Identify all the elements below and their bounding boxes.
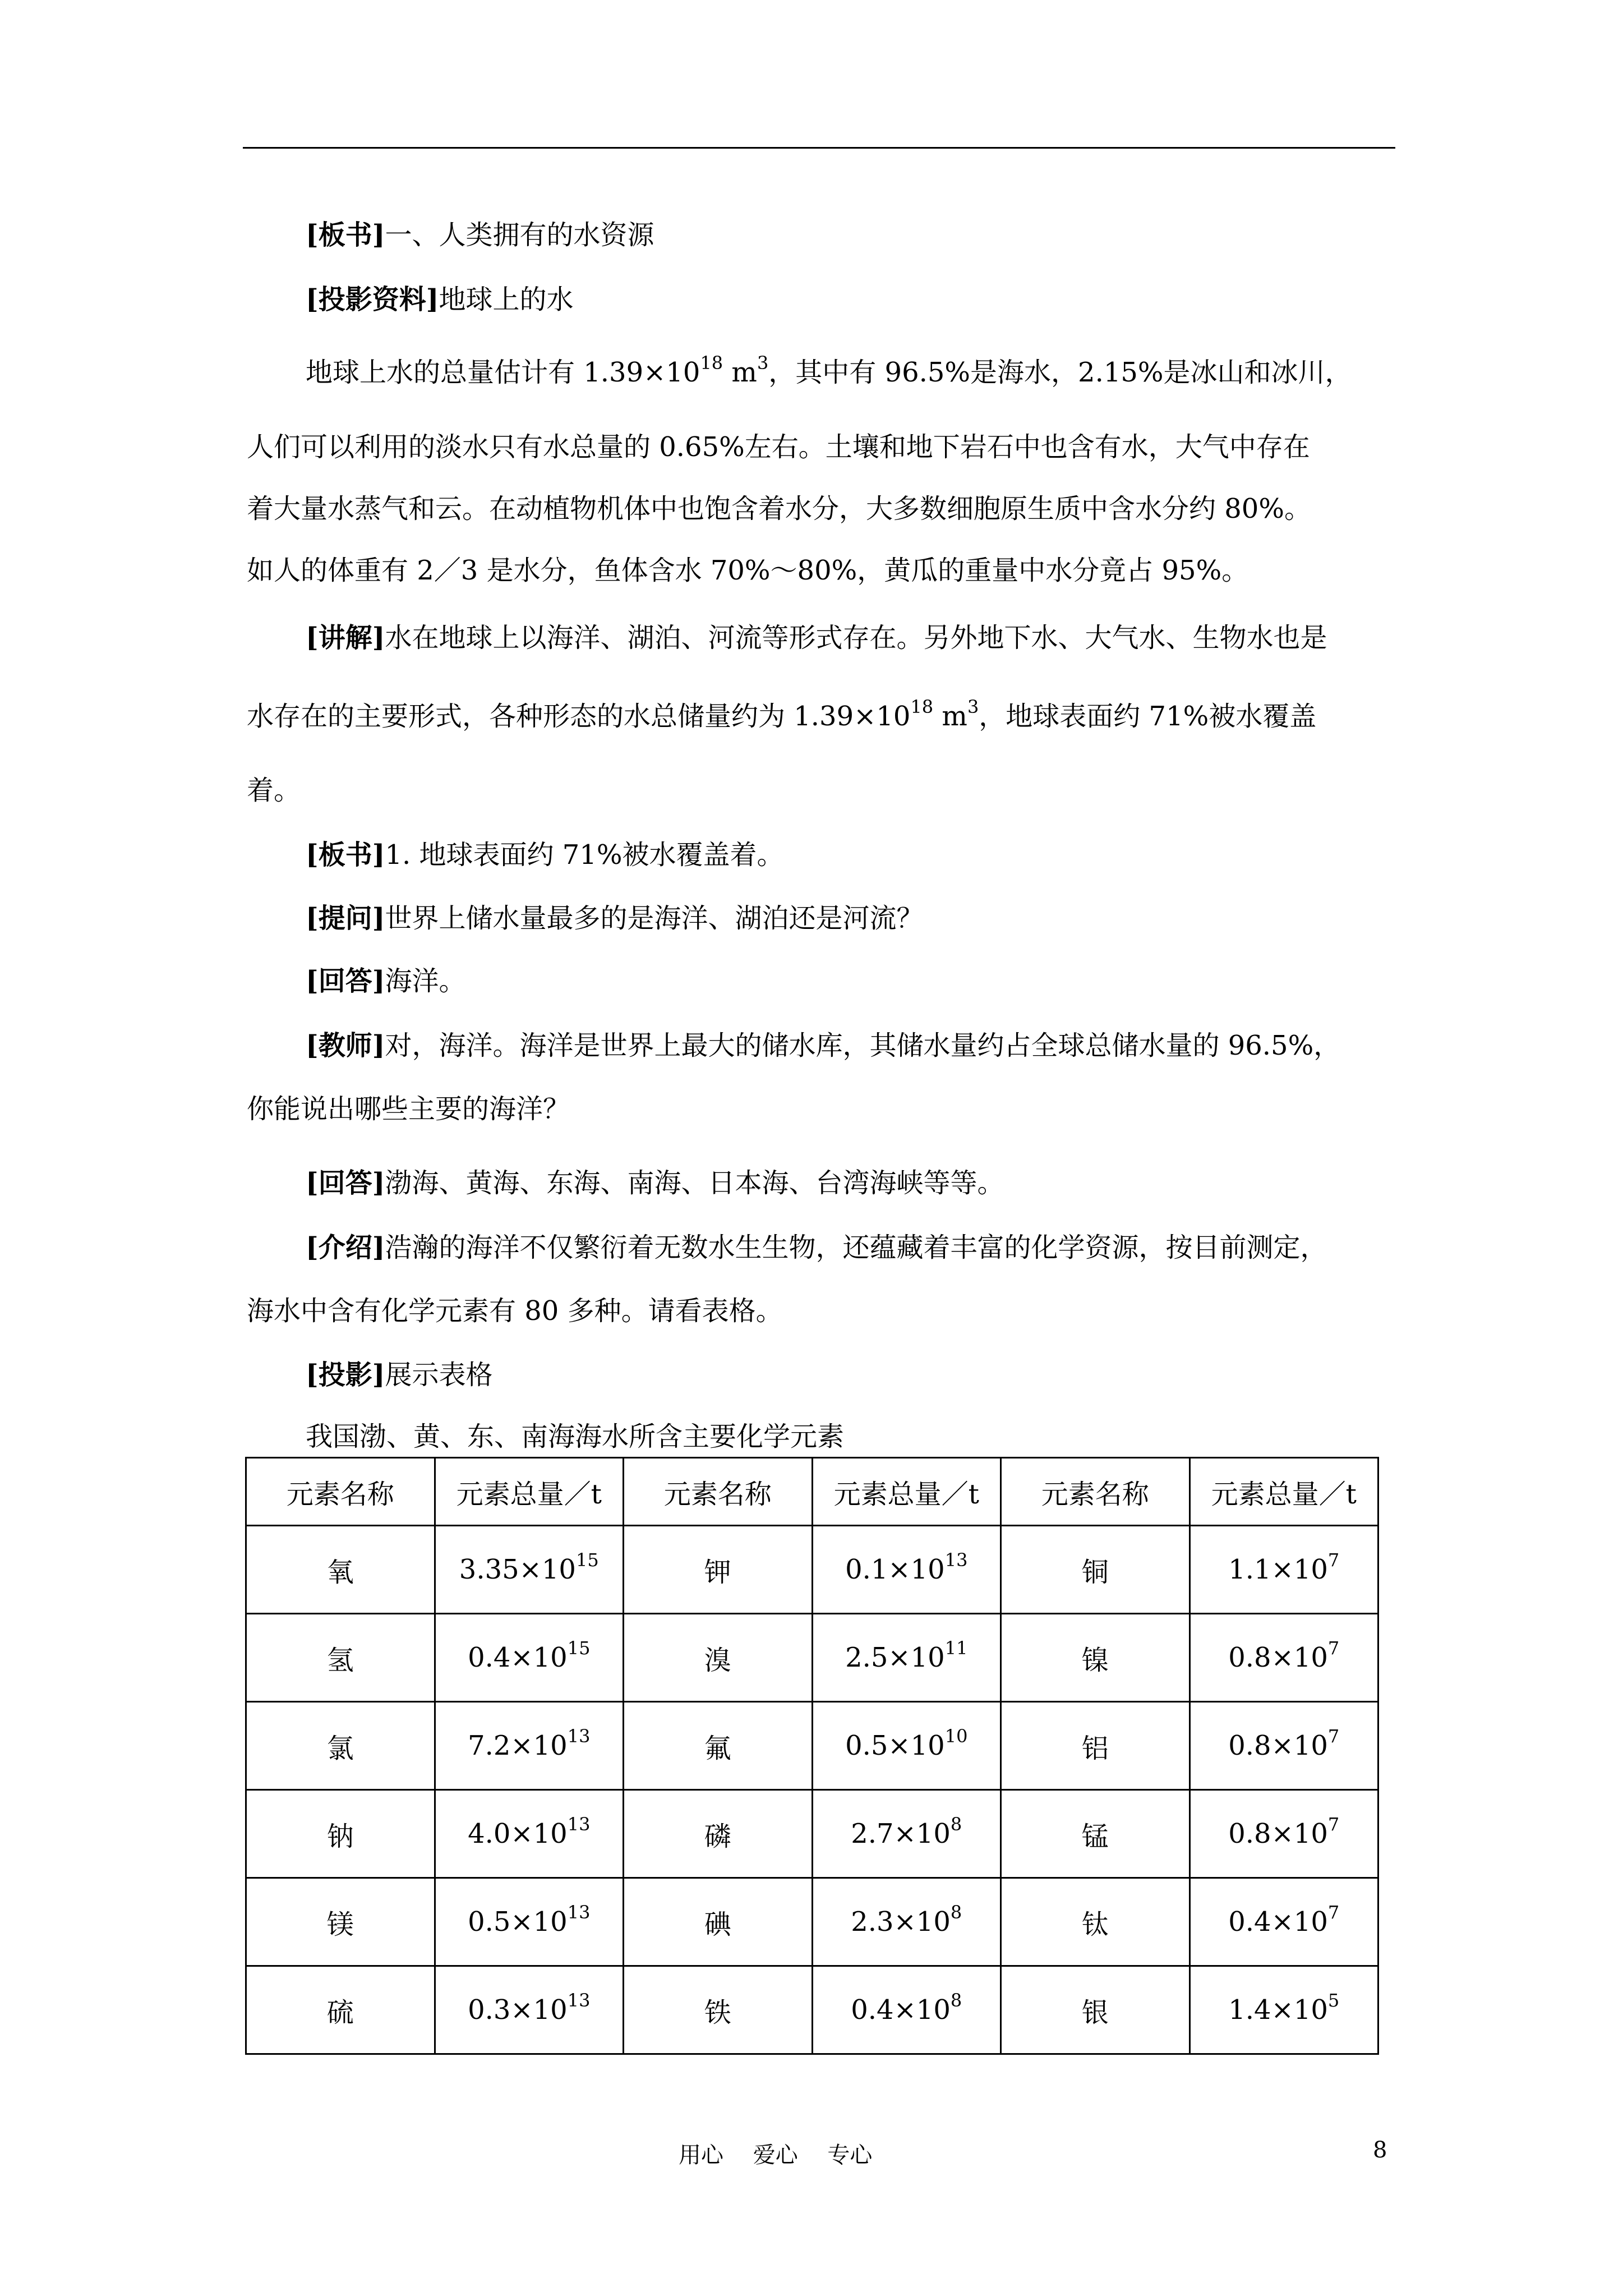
amount-base: 0.3×10	[468, 1994, 568, 2026]
element-amount-cell	[435, 1790, 624, 1878]
column-header: 元素名称	[624, 1458, 813, 1526]
element-amount-cell	[812, 1614, 1001, 1702]
amount-base: 0.4×10	[1228, 1906, 1328, 1938]
amount-exponent: 13	[944, 1549, 968, 1571]
amount-exponent: 8	[950, 1902, 962, 1923]
amount-base: 0.8×10	[1228, 1642, 1328, 1673]
amount-base: 2.5×10	[845, 1642, 945, 1673]
element-name-cell: 氟	[624, 1702, 813, 1790]
amount-exponent: 7	[1327, 1902, 1340, 1923]
column-header: 元素总量／t	[1189, 1458, 1378, 1526]
element-amount-cell	[1189, 1878, 1378, 1966]
element-amount-cell	[812, 1966, 1001, 2054]
element-amount-cell	[1189, 1790, 1378, 1878]
column-header: 元素总量／t	[435, 1458, 624, 1526]
element-amount-cell	[435, 1526, 624, 1614]
amount-exponent: 7	[1327, 1549, 1340, 1571]
element-amount-cell	[435, 1878, 624, 1966]
amount-exponent: 8	[950, 1990, 962, 2011]
amount-base: 0.5×10	[845, 1730, 945, 1761]
element-name-cell: 镍	[1001, 1614, 1190, 1702]
teacher-line-2: 你能说出哪些主要的海洋？	[247, 1093, 570, 1125]
amount-base: 0.4×10	[851, 1994, 951, 2026]
amount-exponent: 7	[1327, 1814, 1340, 1835]
teacher-line-1: [教师]对，海洋。海洋是世界上最大的储水库，其储水量约占全球总储水量的 96.5%，	[306, 1030, 1341, 1061]
element-amount-cell	[812, 1878, 1001, 1966]
amount-base: 0.5×10	[468, 1906, 568, 1938]
seawater-elements-table	[245, 1457, 1379, 2055]
table-row	[246, 1526, 1378, 1614]
element-amount-cell	[812, 1526, 1001, 1614]
table-header-row	[246, 1458, 1378, 1526]
footer-motto: 用心 爱心 专心	[679, 2142, 873, 2168]
element-name-cell: 氢	[246, 1614, 435, 1702]
explanation-line-2: 水存在的主要形式，各种形态的水总储量约为 $1.39\times 10^{18}$ $m^3$，地球表面约 71%被水覆盖	[247, 696, 1317, 732]
amount-base: 4.0×10	[468, 1818, 568, 1849]
amount-exponent: 5	[1327, 1990, 1340, 2011]
amount-exponent: 11	[944, 1637, 968, 1659]
amount-exponent: 7	[1327, 1726, 1340, 1747]
element-name-cell: 硫	[246, 1966, 435, 2054]
amount-exponent: 8	[950, 1814, 962, 1835]
water-intro-line-2: 人们可以利用的淡水只有水总量的 0.65%左右。土壤和地下岩石中也含有水，大气中存在	[247, 431, 1310, 463]
element-name-cell: 溴	[624, 1614, 813, 1702]
amount-base: 2.3×10	[851, 1906, 951, 1938]
projection-material: [投影资料]地球上的水	[306, 284, 574, 315]
table-row	[246, 1878, 1378, 1966]
table-row	[246, 1702, 1378, 1790]
element-amount-cell	[435, 1702, 624, 1790]
element-name-cell: 氯	[246, 1702, 435, 1790]
amount-exponent: 7	[1327, 1637, 1340, 1659]
table-row	[246, 1790, 1378, 1878]
answer-1: [回答]海洋。	[306, 965, 466, 997]
explanation-line-3: 着。	[247, 775, 301, 806]
amount-base: 1.1×10	[1228, 1554, 1328, 1585]
projection-table-note: [投影]展示表格	[306, 1359, 493, 1391]
amount-base: 1.4×10	[1228, 1994, 1328, 2026]
element-name-cell: 磷	[624, 1790, 813, 1878]
element-name-cell: 铝	[1001, 1702, 1190, 1790]
element-name-cell: 银	[1001, 1966, 1190, 2054]
introduction-line-2: 海水中含有化学元素有 80 多种。请看表格。	[247, 1295, 783, 1327]
element-name-cell: 碘	[624, 1878, 813, 1966]
element-name-cell: 钛	[1001, 1878, 1190, 1966]
element-amount-cell	[1189, 1614, 1378, 1702]
water-intro-line-3: 着大量水蒸气和云。在动植物机体中也饱含着水分，大多数细胞原生质中含水分约 80%。	[247, 493, 1311, 524]
element-name-cell: 氧	[246, 1526, 435, 1614]
introduction-line-1: [介绍]浩瀚的海洋不仅繁衍着无数水生生物，还蕴藏着丰富的化学资源，按目前测定，	[306, 1232, 1327, 1263]
amount-exponent: 13	[567, 1990, 591, 2011]
board-note-2: [板书]1. 地球表面约 71%被水覆盖着。	[306, 839, 784, 871]
amount-base: 0.8×10	[1228, 1818, 1328, 1849]
element-name-cell: 钠	[246, 1790, 435, 1878]
element-amount-cell	[1189, 1702, 1378, 1790]
element-amount-cell	[435, 1966, 624, 2054]
page-number: 8	[1373, 2137, 1387, 2163]
element-amount-cell	[1189, 1526, 1378, 1614]
element-name-cell: 铜	[1001, 1526, 1190, 1614]
board-note-1: [板书]一、人类拥有的水资源	[306, 219, 654, 251]
question: [提问]世界上储水量最多的是海洋、湖泊还是河流？	[306, 903, 924, 934]
element-name-cell: 钾	[624, 1526, 813, 1614]
column-header: 元素名称	[246, 1458, 435, 1526]
amount-base: 0.4×10	[468, 1642, 568, 1673]
amount-base: 0.8×10	[1228, 1730, 1328, 1761]
element-amount-cell	[812, 1702, 1001, 1790]
amount-exponent: 10	[944, 1726, 968, 1747]
water-intro-line-1: 地球上水的总量估计有 $1.39\times 10^{18}$ $m^3$，其中有 96.5%是海水，2.15%是冰山和冰川，	[306, 352, 1352, 388]
amount-exponent: 13	[567, 1902, 591, 1923]
element-name-cell: 铁	[624, 1966, 813, 2054]
column-header: 元素总量／t	[812, 1458, 1001, 1526]
column-header: 元素名称	[1001, 1458, 1190, 1526]
element-amount-cell	[435, 1614, 624, 1702]
header-rule	[243, 147, 1395, 149]
element-name-cell: 镁	[246, 1878, 435, 1966]
amount-base: 7.2×10	[468, 1730, 568, 1761]
amount-exponent: 15	[567, 1637, 591, 1659]
amount-exponent: 15	[575, 1549, 599, 1571]
amount-base: 0.1×10	[845, 1554, 945, 1585]
element-amount-cell	[812, 1790, 1001, 1878]
answer-2: [回答]渤海、黄海、东海、南海、日本海、台湾海峡等等。	[306, 1167, 1004, 1199]
table-caption: 我国渤、黄、东、南海海水所含主要化学元素	[306, 1421, 845, 1452]
amount-exponent: 13	[567, 1726, 591, 1747]
amount-base: 3.35×10	[459, 1554, 576, 1585]
amount-exponent: 13	[567, 1814, 591, 1835]
explanation-line-1: [讲解]水在地球上以海洋、湖泊、河流等形式存在。另外地下水、大气水、生物水也是	[306, 622, 1327, 654]
element-amount-cell	[1189, 1966, 1378, 2054]
table-row	[246, 1966, 1378, 2054]
water-intro-line-4: 如人的体重有 2／3 是水分，鱼体含水 70%～80%，黄瓜的重量中水分竟占 95%。	[247, 555, 1249, 586]
table-row	[246, 1614, 1378, 1702]
element-name-cell: 锰	[1001, 1790, 1190, 1878]
amount-base: 2.7×10	[851, 1818, 951, 1849]
